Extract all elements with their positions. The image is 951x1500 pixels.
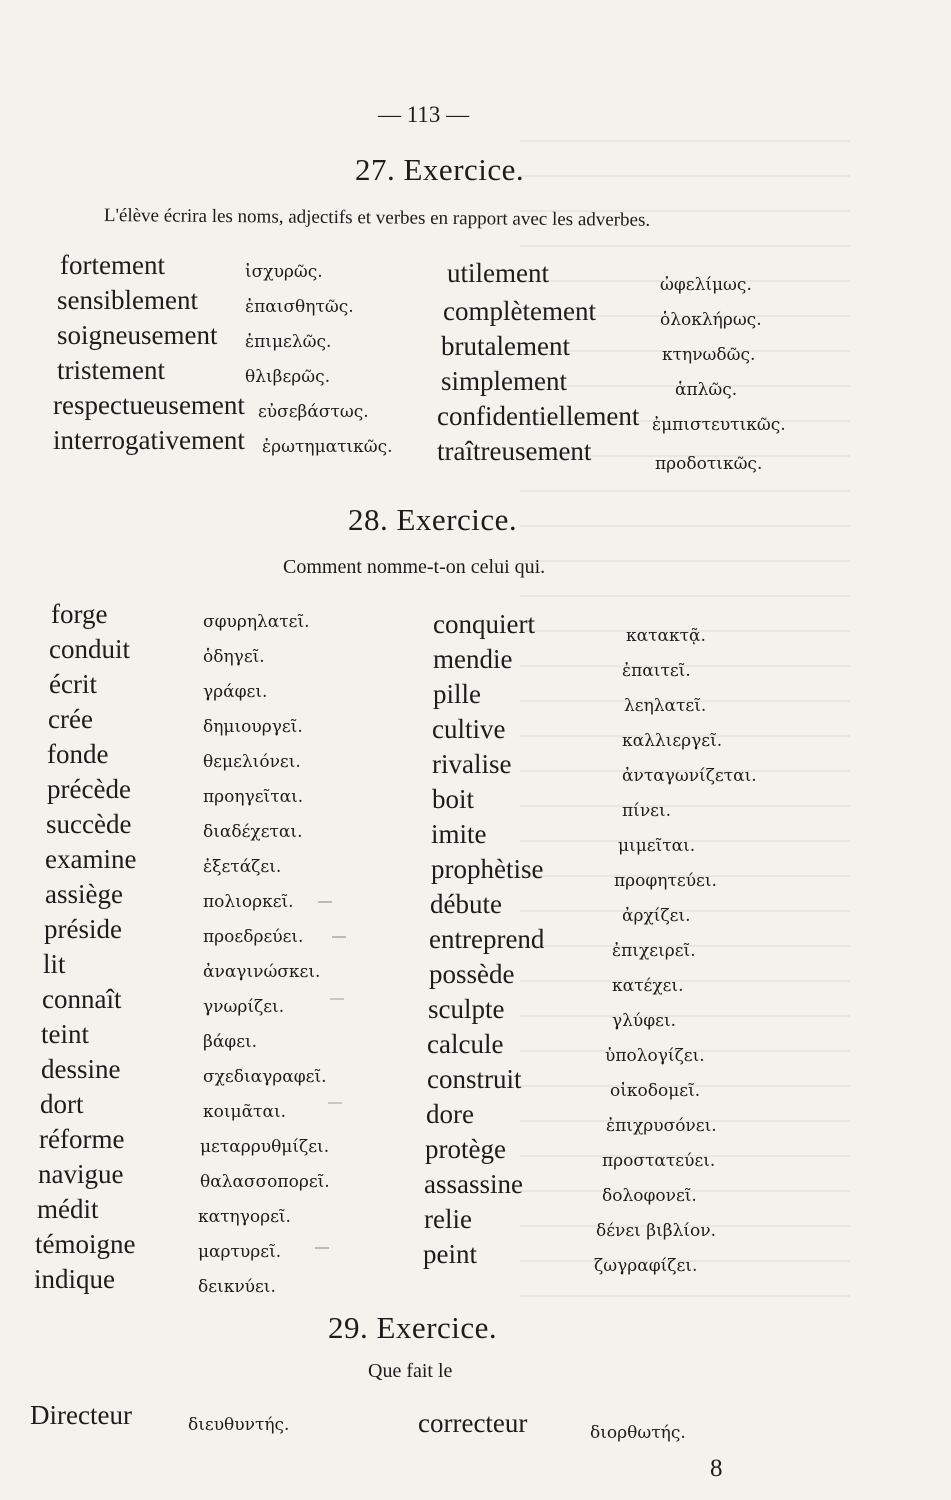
ex28-left-gr-12: βάφει. bbox=[203, 1032, 258, 1052]
ex28-left-gr-15: μεταρρυθμίζει. bbox=[200, 1137, 330, 1157]
ex28-left-gr-8: πολιορκεῖ. bbox=[203, 892, 294, 912]
ex28-right-fr-2: pille bbox=[433, 679, 481, 709]
ex28-right-fr-17: relie bbox=[424, 1204, 472, 1234]
ex28-right-gr-12: ὑπολογίζει. bbox=[605, 1046, 705, 1066]
ex29-right-gr: διορθωτής. bbox=[590, 1423, 686, 1443]
ex28-left-fr-18: témoigne bbox=[35, 1229, 136, 1259]
ex27-right-gr-5: προδοτικῶς. bbox=[655, 454, 763, 474]
ex27-right-gr-4: ἐμπιστευτικῶς. bbox=[652, 415, 786, 435]
ex28-right-gr-8: ἀρχίζει. bbox=[622, 906, 691, 926]
ex28-right-gr-18: ζωγραφίζει. bbox=[594, 1256, 698, 1276]
ex27-left-fr-3: tristement bbox=[57, 355, 165, 385]
ex28-right-fr-15: protège bbox=[425, 1134, 506, 1164]
ex28-right-gr-13: οἰκοδομεῖ. bbox=[610, 1081, 701, 1101]
ex28-left-gr-18: μαρτυρεῖ. bbox=[198, 1242, 282, 1262]
ex28-left-fr-1: conduit bbox=[49, 634, 130, 664]
ex27-left-gr-1: ἐπαισθητῶς. bbox=[245, 297, 354, 317]
ex28-right-gr-1: ἐπαιτεῖ. bbox=[622, 661, 691, 681]
ex28-right-fr-18: peint bbox=[423, 1239, 477, 1269]
ex28-right-gr-15: προστατεύει. bbox=[602, 1151, 716, 1171]
signature-mark: 8 bbox=[710, 1455, 723, 1482]
ex29-right-fr: correcteur bbox=[418, 1408, 528, 1438]
ex27-right-fr-3: simplement bbox=[441, 366, 567, 396]
exercise-28-instruction: Comment nomme-t-on celui qui. bbox=[283, 556, 546, 578]
ex28-right-gr-16: δολοφονεῖ. bbox=[602, 1186, 697, 1206]
ex28-right-gr-0: κατακτᾷ. bbox=[626, 626, 706, 646]
ex27-left-gr-0: ἰσχυρῶς. bbox=[245, 262, 323, 282]
ex27-right-gr-1: ὁλοκλήρως. bbox=[660, 310, 762, 330]
ex28-right-gr-9: ἐπιχειρεῖ. bbox=[612, 941, 696, 961]
ex28-right-gr-10: κατέχει. bbox=[612, 976, 684, 996]
ex28-left-fr-16: navigue bbox=[38, 1159, 124, 1189]
ex27-left-fr-5: interrogativement bbox=[53, 425, 245, 455]
ex27-left-fr-2: soigneusement bbox=[57, 320, 218, 350]
ex28-right-gr-11: γλύφει. bbox=[612, 1011, 677, 1031]
ex28-left-gr-17: κατηγορεῖ. bbox=[198, 1207, 291, 1227]
ex28-right-gr-7: προφητεύει. bbox=[614, 871, 717, 891]
ex28-left-gr-6: διαδέχεται. bbox=[203, 822, 303, 842]
ex28-left-gr-10: ἀναγινώσκει. bbox=[203, 962, 321, 982]
ex27-left-gr-3: θλιβερῶς. bbox=[245, 367, 331, 387]
ex28-right-fr-8: débute bbox=[430, 889, 502, 919]
ex27-left-fr-1: sensiblement bbox=[57, 285, 198, 315]
ex27-right-fr-0: utilement bbox=[447, 258, 549, 288]
page-number: — 113 — bbox=[378, 102, 470, 127]
ex28-left-gr-3: δημιουργεῖ. bbox=[203, 717, 303, 737]
ex28-left-gr-1: ὁδηγεῖ. bbox=[203, 647, 265, 667]
ex28-right-gr-6: μιμεῖται. bbox=[618, 836, 696, 856]
ex27-left-gr-5: ἐρωτηματικῶς. bbox=[262, 437, 393, 457]
ex28-right-gr-5: πίνει. bbox=[622, 801, 672, 821]
ex28-right-fr-3: cultive bbox=[432, 714, 506, 744]
ex28-left-fr-4: fonde bbox=[47, 739, 109, 769]
ex28-left-fr-19: indique bbox=[34, 1264, 115, 1294]
ex28-right-fr-1: mendie bbox=[433, 644, 513, 674]
ex28-right-fr-12: calcule bbox=[427, 1029, 504, 1059]
ex27-right-gr-2: κτηνωδῶς. bbox=[662, 345, 756, 365]
show-through-dash bbox=[330, 998, 344, 1000]
ex28-left-gr-2: γράφει. bbox=[203, 682, 268, 702]
ex27-right-fr-1: complètement bbox=[443, 296, 596, 326]
ex28-left-fr-17: médit bbox=[37, 1194, 99, 1224]
ex27-left-fr-4: respectueusement bbox=[53, 390, 245, 420]
ex28-right-fr-9: entreprend bbox=[429, 924, 545, 954]
ex28-left-gr-4: θεμελιόνει. bbox=[203, 752, 301, 772]
exercise-29-instruction: Que fait le bbox=[368, 1360, 453, 1382]
ex28-left-fr-2: écrit bbox=[49, 669, 97, 699]
show-through-dash bbox=[328, 1102, 342, 1104]
exercise-27-instruction: L'élève écrira les noms, adjectifs et verbes en rapport avec les adverbes. bbox=[103, 205, 651, 231]
ex28-left-fr-13: dessine bbox=[41, 1054, 121, 1084]
ex28-left-gr-7: ἐξετάζει. bbox=[203, 857, 282, 877]
ex27-right-gr-3: ἁπλῶς. bbox=[675, 380, 738, 400]
ex27-right-gr-0: ὠφελίμως. bbox=[660, 275, 752, 295]
ex28-left-gr-16: θαλασσοπορεῖ. bbox=[200, 1172, 330, 1192]
ex28-left-fr-15: réforme bbox=[39, 1124, 125, 1154]
ex28-left-gr-0: σφυρηλατεῖ. bbox=[203, 612, 310, 632]
ex28-right-fr-7: prophètise bbox=[431, 854, 544, 884]
ex28-right-fr-10: possède bbox=[429, 959, 515, 989]
show-through-dash bbox=[315, 1247, 329, 1249]
ex27-left-gr-4: εὐσεβάστως. bbox=[258, 402, 369, 422]
ex27-left-fr-0: fortement bbox=[60, 250, 165, 280]
exercise-27-title: 27. Exercice. bbox=[355, 152, 525, 187]
ex27-right-fr-4: confidentiellement bbox=[437, 401, 640, 431]
ex28-left-fr-3: crée bbox=[48, 704, 93, 734]
ex28-left-gr-14: κοιμᾶται. bbox=[203, 1102, 287, 1122]
exercise-29-title: 29. Exercice. bbox=[328, 1310, 498, 1345]
ex28-left-fr-9: préside bbox=[44, 914, 122, 944]
ex28-right-fr-14: dore bbox=[426, 1099, 474, 1129]
ex28-left-gr-9: προεδρεύει. bbox=[203, 927, 304, 947]
ex28-right-gr-14: ἐπιχρυσόνει. bbox=[606, 1116, 717, 1136]
ex29-left-fr: Directeur bbox=[30, 1400, 132, 1430]
ex28-left-fr-12: teint bbox=[41, 1019, 89, 1049]
ex28-left-gr-5: προηγεῖται. bbox=[203, 787, 304, 807]
ex28-right-gr-17: δένει βιβλίον. bbox=[596, 1221, 716, 1241]
ex28-right-gr-3: καλλιεργεῖ. bbox=[622, 731, 723, 751]
ex28-left-fr-6: succède bbox=[46, 809, 132, 839]
ex28-left-gr-13: σχεδιαγραφεῖ. bbox=[203, 1067, 327, 1087]
show-through-dash bbox=[332, 936, 346, 938]
ex28-left-fr-5: précède bbox=[47, 774, 131, 804]
ex28-right-gr-2: λεηλατεῖ. bbox=[624, 696, 707, 716]
ex28-right-fr-5: boit bbox=[432, 784, 475, 814]
ex28-right-fr-0: conquiert bbox=[433, 609, 535, 639]
ex28-right-gr-4: ἀνταγωνίζεται. bbox=[622, 766, 757, 786]
ex28-right-fr-11: sculpte bbox=[428, 994, 505, 1024]
ex27-left-gr-2: ἐπιμελῶς. bbox=[245, 332, 332, 352]
ex29-left-gr: διευθυντής. bbox=[188, 1415, 290, 1435]
exercise-28-title: 28. Exercice. bbox=[348, 502, 518, 537]
ex28-left-fr-7: examine bbox=[45, 844, 137, 874]
ex28-left-fr-0: forge bbox=[51, 599, 108, 629]
ex28-left-fr-10: lit bbox=[43, 949, 66, 979]
ex28-left-gr-19: δεικνύει. bbox=[198, 1277, 276, 1297]
ex28-left-fr-11: connaît bbox=[42, 984, 122, 1014]
ex28-left-fr-8: assiège bbox=[45, 879, 123, 909]
ex27-right-fr-2: brutalement bbox=[441, 331, 570, 361]
show-through-dash bbox=[318, 901, 332, 903]
ex28-right-fr-16: assassine bbox=[424, 1169, 523, 1199]
ex28-right-fr-13: construit bbox=[427, 1064, 522, 1094]
ex27-right-fr-5: traîtreusement bbox=[437, 436, 592, 466]
ex28-right-fr-4: rivalise bbox=[432, 749, 512, 779]
ex28-left-gr-11: γνωρίζει. bbox=[203, 997, 285, 1017]
ex28-right-fr-6: imite bbox=[431, 819, 487, 849]
ex28-left-fr-14: dort bbox=[40, 1089, 84, 1119]
